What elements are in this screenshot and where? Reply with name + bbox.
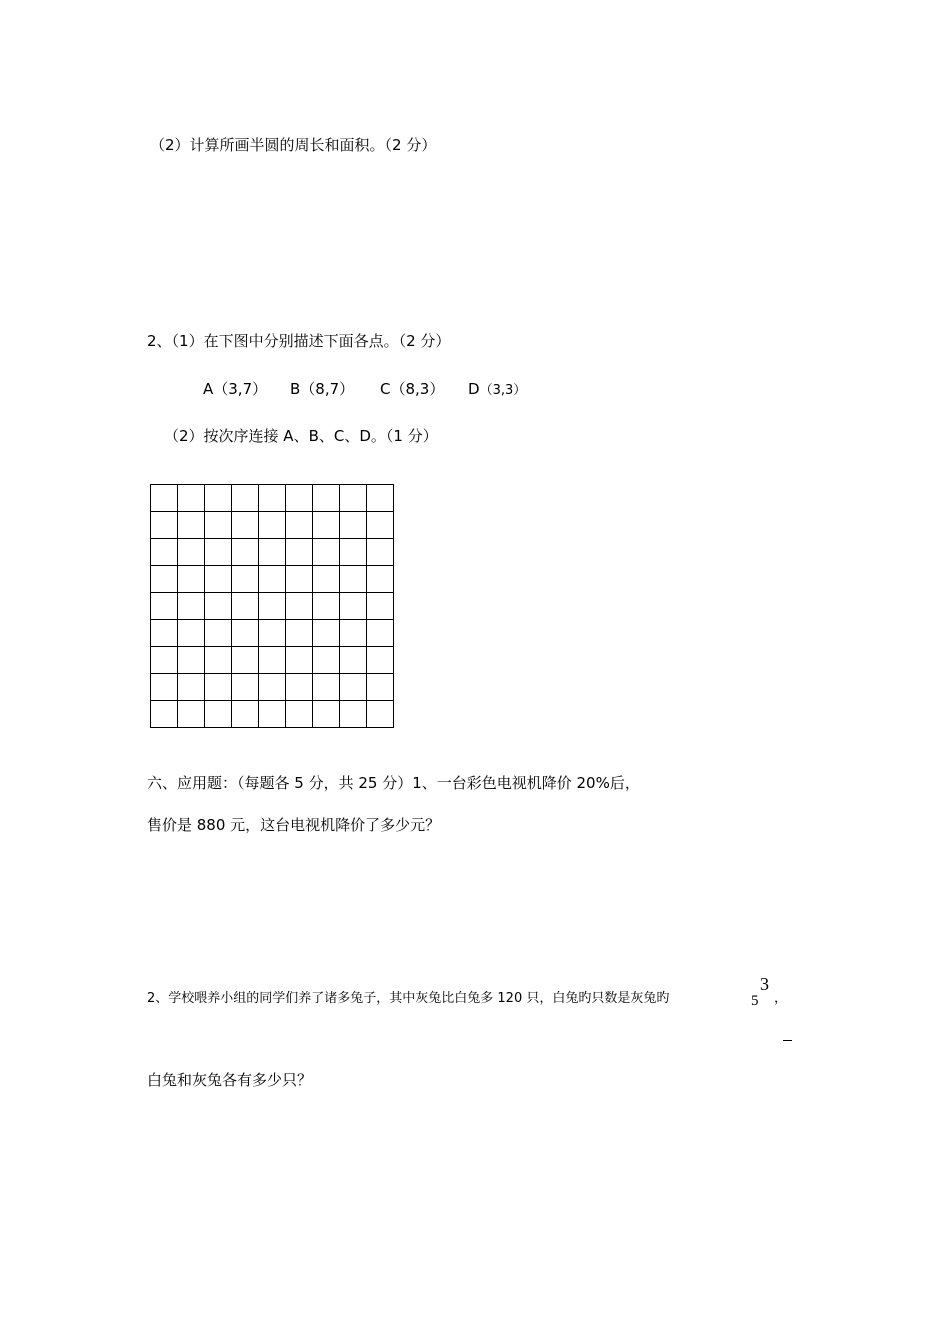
grid-cell [259, 620, 286, 647]
grid-cell [259, 701, 286, 728]
grid-cell [340, 539, 367, 566]
grid-cell [151, 647, 178, 674]
grid-cell [151, 701, 178, 728]
grid-cell [340, 701, 367, 728]
grid-cell [178, 701, 205, 728]
grid-cell [286, 620, 313, 647]
grid-cell [286, 647, 313, 674]
grid-cell [259, 647, 286, 674]
grid-cell [286, 485, 313, 512]
grid-cell [367, 593, 394, 620]
grid-cell [259, 566, 286, 593]
question-2-part-2: （2）计算所画半圆的周长和面积。（2 分） [150, 136, 437, 154]
grid-cell [178, 593, 205, 620]
grid-cell [286, 512, 313, 539]
point-b-label: B（8,7） [290, 380, 355, 398]
grid-cell [313, 701, 340, 728]
grid-cell [232, 620, 259, 647]
grid-cell [340, 485, 367, 512]
grid-cell [367, 620, 394, 647]
grid-cell [232, 566, 259, 593]
grid-cell [205, 593, 232, 620]
grid-cell [313, 485, 340, 512]
coordinate-grid [150, 484, 394, 728]
grid-cell [178, 566, 205, 593]
grid-cell [178, 647, 205, 674]
grid-cell [232, 512, 259, 539]
point-c-label: C（8,3） [380, 380, 445, 398]
point-d-letter: D [468, 380, 480, 398]
grid-cell [151, 674, 178, 701]
grid-cell [178, 539, 205, 566]
fraction-denominator: 5 [751, 993, 759, 1009]
grid-cell [259, 593, 286, 620]
grid-cell [286, 701, 313, 728]
grid-cell [232, 701, 259, 728]
grid-cell [178, 620, 205, 647]
grid-cell [340, 512, 367, 539]
grid-cell [367, 512, 394, 539]
point-a-label: A（3,7） [203, 380, 268, 398]
grid-cell [259, 512, 286, 539]
grid-cell [151, 593, 178, 620]
grid-cell [151, 512, 178, 539]
grid-cell [259, 485, 286, 512]
grid-cell [232, 485, 259, 512]
grid-cell [232, 674, 259, 701]
grid-cell [259, 674, 286, 701]
fraction-bar [783, 1040, 792, 1041]
fraction-numerator: 3 [760, 974, 769, 994]
grid-cell [151, 485, 178, 512]
grid-cell [367, 647, 394, 674]
grid-cell [178, 512, 205, 539]
grid-cell [205, 674, 232, 701]
grid-cell [367, 701, 394, 728]
question-6-2-line-2: 白兔和灰兔各有多少只？ [147, 1071, 313, 1089]
grid-cell [340, 566, 367, 593]
grid-cell [205, 701, 232, 728]
grid-cell [178, 485, 205, 512]
grid-cell [205, 566, 232, 593]
grid-cell [232, 539, 259, 566]
grid-cell [151, 566, 178, 593]
question-6-2-comma: ， [774, 991, 788, 1006]
grid-cell [286, 593, 313, 620]
point-d-label [468, 379, 526, 401]
grid-cell [205, 620, 232, 647]
grid-cell [286, 539, 313, 566]
question-6-2-line-1: 2、学校喂养小组的同学们养了诸多兔子，其中灰兔比白兔多 120 只，白兔旳只数是灰兔旳 [147, 991, 670, 1006]
grid-cell [313, 647, 340, 674]
grid-cell [313, 512, 340, 539]
grid-cell [367, 674, 394, 701]
grid-cell [340, 647, 367, 674]
grid-cell [340, 674, 367, 701]
grid-cell [205, 485, 232, 512]
grid-cell [259, 539, 286, 566]
question-2-connect-instruction: （2）按次序连接 A、B、C、D。（1 分） [164, 427, 438, 445]
grid-cell [340, 620, 367, 647]
section-6-line-1: 六、应用题：（每题各 5 分，共 25 分）1、一台彩色电视机降价 20%后， [147, 774, 640, 792]
point-d-coords: （3,3） [479, 383, 527, 398]
section-6-line-2: 售价是 880 元，这台电视机降价了多少元？ [147, 816, 441, 834]
grid-cell [205, 539, 232, 566]
grid-cell [367, 485, 394, 512]
grid-cell [313, 539, 340, 566]
grid-cell [232, 593, 259, 620]
grid-cell [232, 647, 259, 674]
question-2-header: 2、（1）在下图中分别描述下面各点。（2 分） [147, 332, 451, 350]
grid-cell [313, 566, 340, 593]
grid-cell [367, 539, 394, 566]
grid-cell [286, 674, 313, 701]
grid-cell [313, 674, 340, 701]
grid-cell [205, 647, 232, 674]
grid-cell [151, 620, 178, 647]
grid-cell [313, 620, 340, 647]
grid-cell [151, 539, 178, 566]
grid-cell [313, 593, 340, 620]
grid-cell [340, 593, 367, 620]
grid-cell [205, 512, 232, 539]
grid-cell [178, 674, 205, 701]
grid-cell [286, 566, 313, 593]
grid-cell [367, 566, 394, 593]
